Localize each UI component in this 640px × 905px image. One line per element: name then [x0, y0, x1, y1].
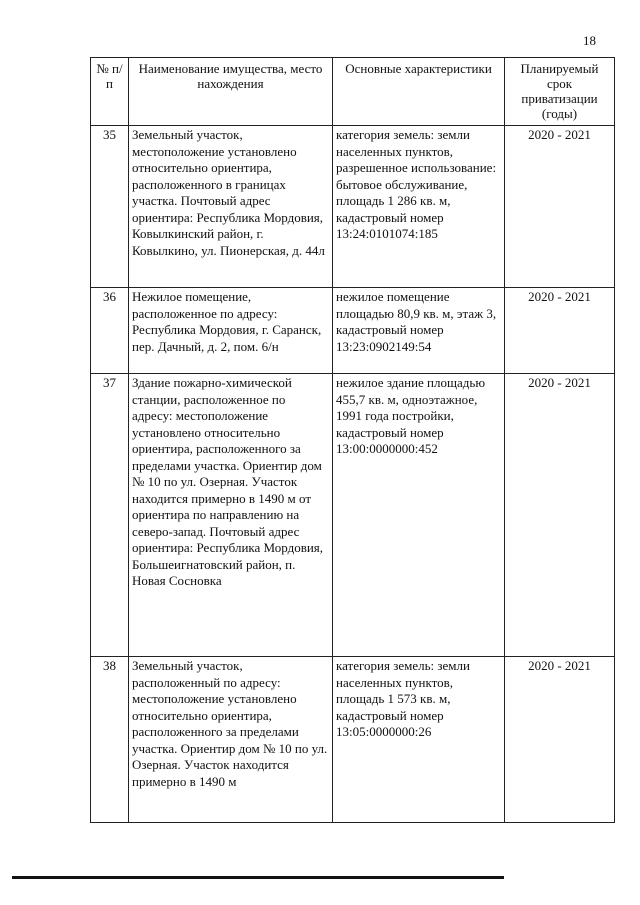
row-specs: категория земель: земли населенных пунктов, разрешенное использование: бытовое обслуживание, площадь 1 286 кв. м, кадастровый номер 13:24:0101074:185 [333, 126, 505, 288]
row-number: 35 [91, 126, 129, 288]
header-term: Планируемый срок приватизации (годы) [505, 58, 615, 126]
bottom-rule [12, 876, 504, 879]
table-row [91, 126, 615, 288]
header-number: № п/п [91, 58, 129, 126]
table-row [91, 657, 615, 823]
header-specs: Основные характеристики [333, 58, 505, 126]
row-term: 2020 - 2021 [505, 374, 615, 657]
row-specs: нежилое помещение площадью 80,9 кв. м, этаж 3, кадастровый номер 13:23:0902149:54 [333, 288, 505, 374]
row-number: 37 [91, 374, 129, 657]
row-number: 36 [91, 288, 129, 374]
row-name: Земельный участок, расположенный по адресу: местоположение установлено относительно ориентира, расположенного за пределами участка. Ориентир дом № 10 по ул. Озерная. Участок находится примерно в 1490 м [129, 657, 333, 823]
row-number: 38 [91, 657, 129, 823]
row-specs: нежилое здание площадью 455,7 кв. м, одноэтажное, 1991 года постройки, кадастровый номер 13:00:0000000:452 [333, 374, 505, 657]
row-specs: категория земель: земли населенных пунктов, площадь 1 573 кв. м, кадастровый номер 13:05:0000000:26 [333, 657, 505, 823]
row-term: 2020 - 2021 [505, 288, 615, 374]
page-number: 18 [583, 33, 596, 48]
table-row [91, 374, 615, 657]
header-name: Наименование имущества, место нахождения [129, 58, 333, 126]
row-term: 2020 - 2021 [505, 657, 615, 823]
privatization-table [90, 57, 615, 823]
row-name: Здание пожарно-химической станции, расположенное по адресу: местоположение установлено относительно ориентира, расположенного за пределами участка. Ориентир дом № 10 по ул. Озерная. Участок находится примерно в 1490 м от ориентира по направлению на северо-запад. Почтовый адрес ориентира: Республика Мордовия, Большеигнатовский район, п. Новая Сосновка [129, 374, 333, 657]
table-row [91, 288, 615, 374]
row-name: Нежилое помещение, расположенное по адресу: Республика Мордовия, г. Саранск, пер. Дачный, д. 2, пом. 6/н [129, 288, 333, 374]
table-header-row [91, 58, 615, 126]
row-term: 2020 - 2021 [505, 126, 615, 288]
row-name: Земельный участок, местоположение установлено относительно ориентира, расположенного в границах участка. Почтовый адрес ориентира: Республика Мордовия, Ковылкинский район, г. Ковылкино, ул. Пионерская, д. 44л [129, 126, 333, 288]
